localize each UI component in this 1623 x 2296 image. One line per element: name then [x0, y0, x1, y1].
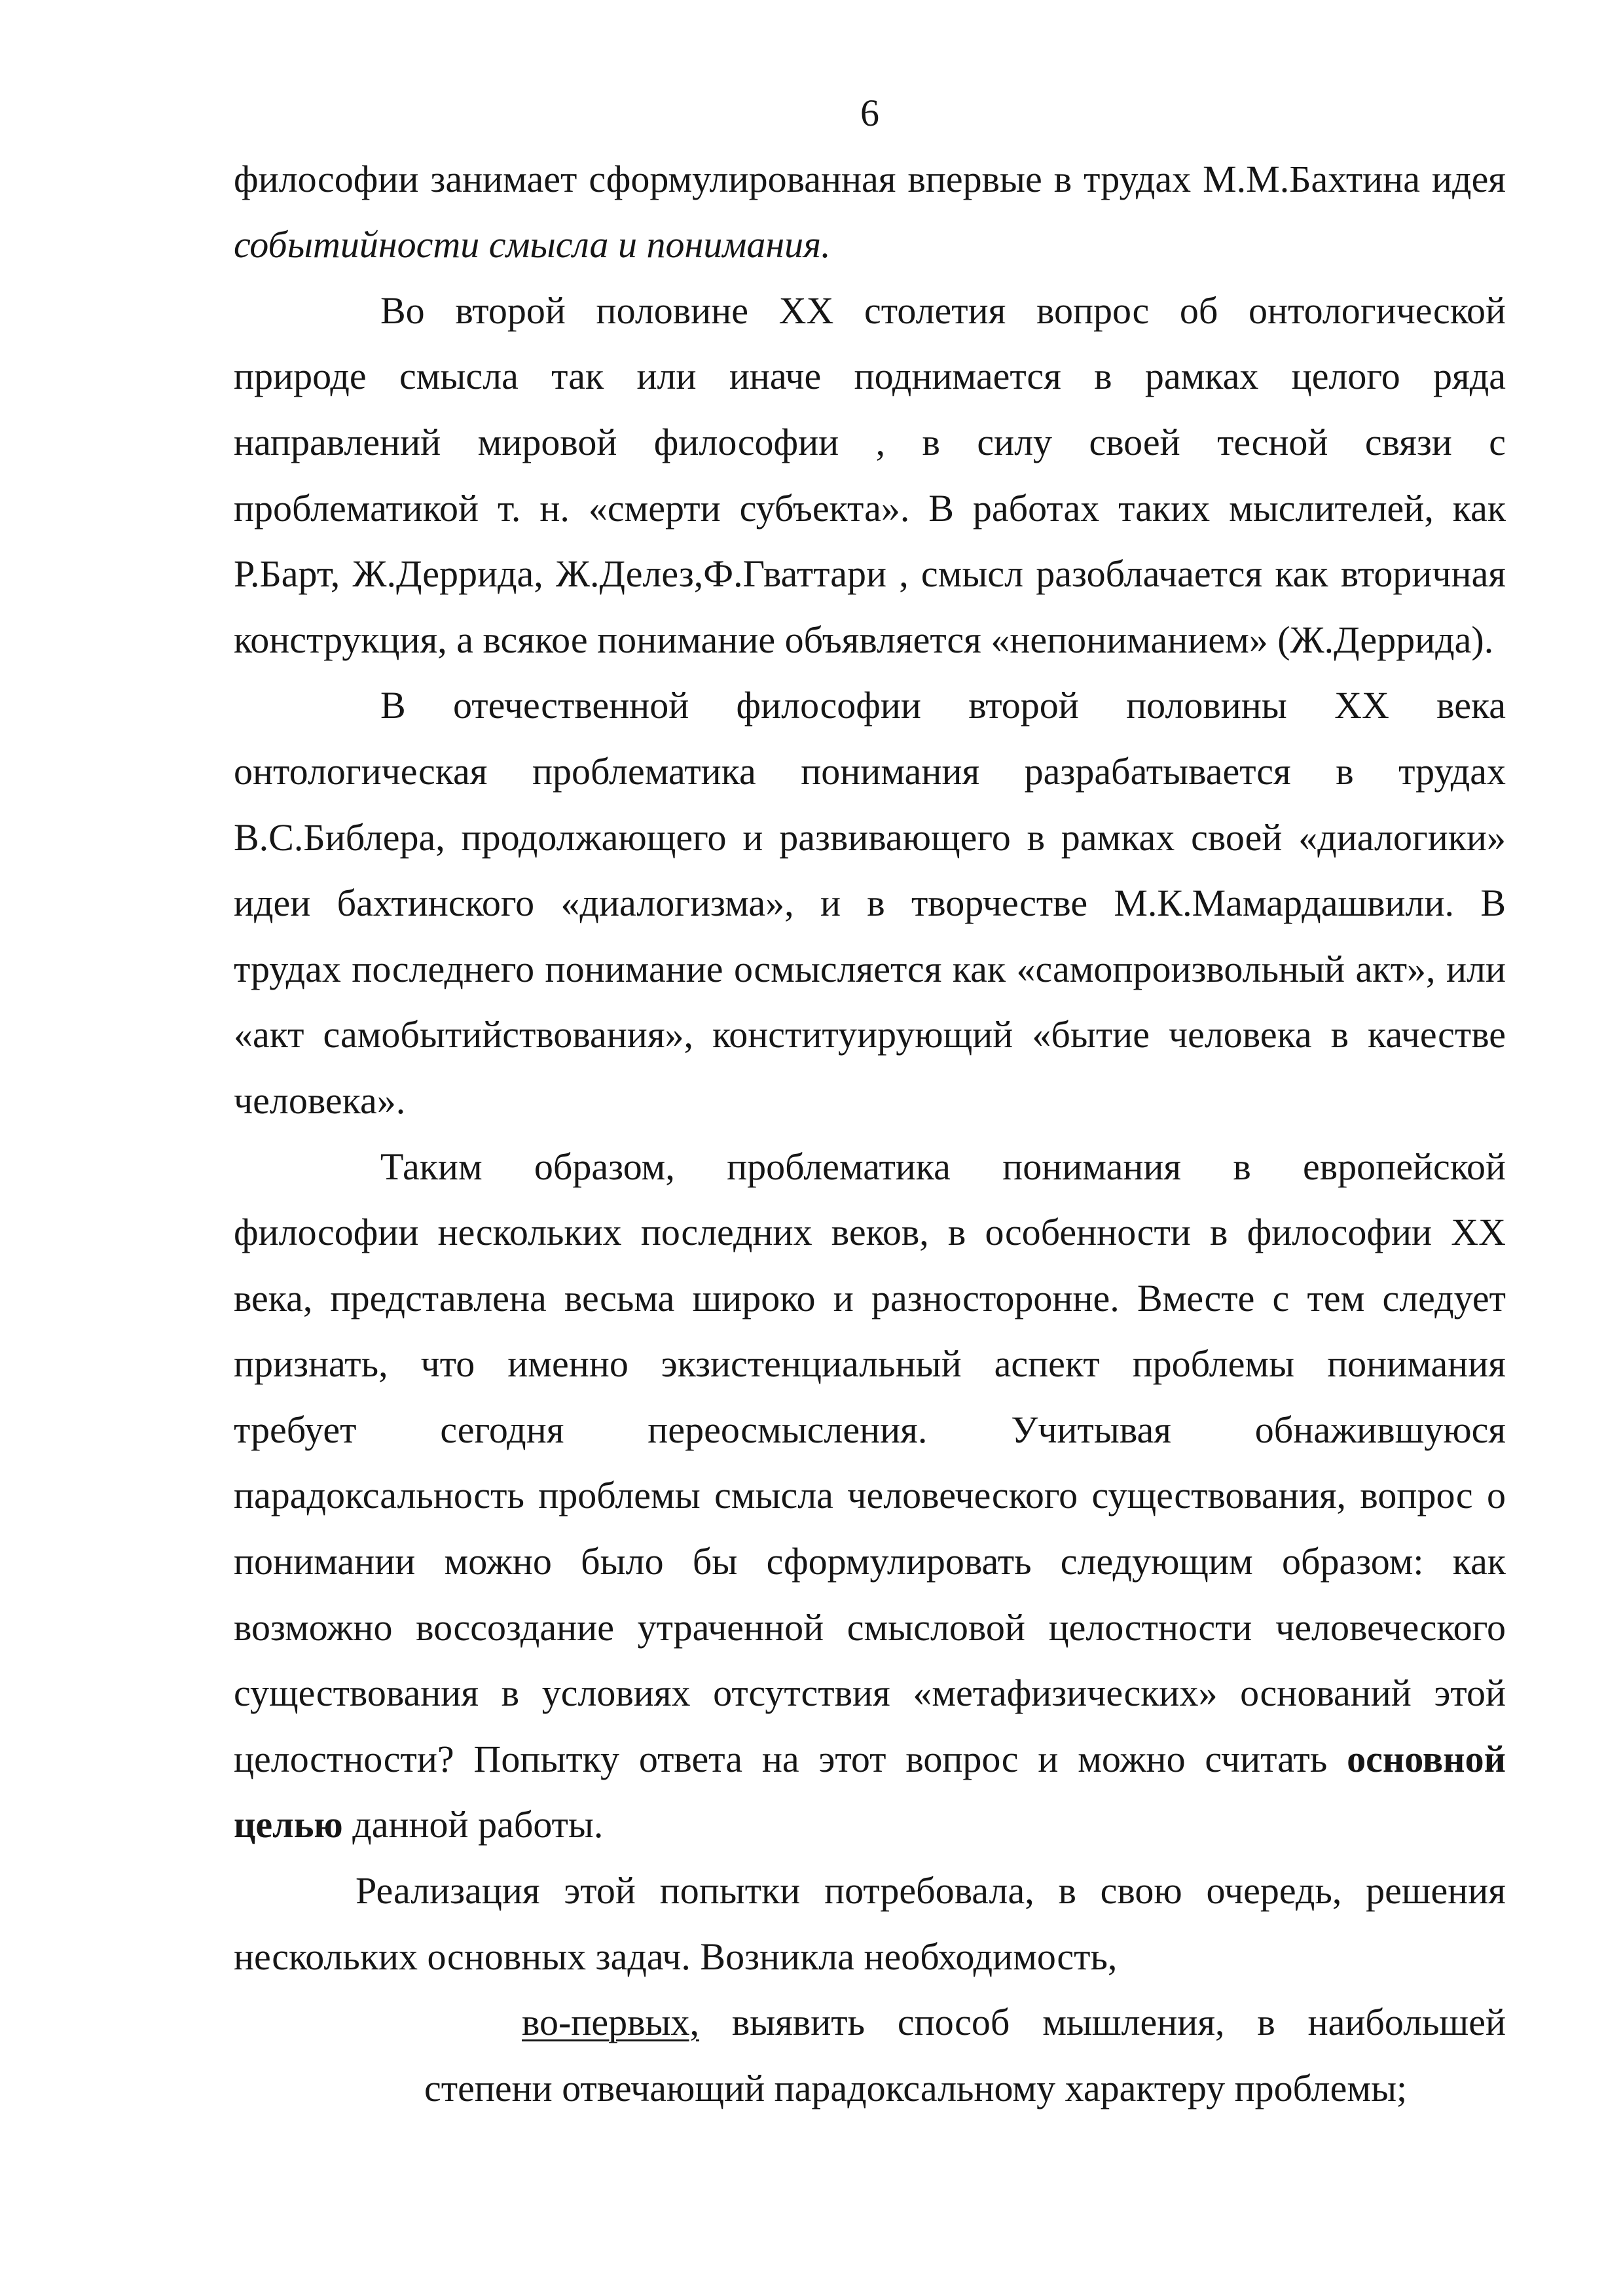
text-line: идеи бахтинского «диалогизма», и в творчестве М.К.Мамардашвили. В [234, 882, 1506, 925]
text-line: В.С.Библера, продолжающего и развивающего в рамках своей «диалогики» [234, 816, 1506, 859]
text-line: онтологическая проблематика понимания разрабатывается в трудах [234, 749, 1506, 793]
text-line: признать, что именно экзистенциальный аспект проблемы понимания [234, 1342, 1506, 1386]
text-line: философии нескольких последних веков, в особенности в философии XX [234, 1211, 1506, 1254]
paragraph-6-list-item [424, 1990, 1506, 2121]
text-line: возможно воссоздание утраченной смысловой целостности человеческого [234, 1605, 1506, 1649]
text-line: природе смысла так или иначе поднимается в рамках целого ряда [234, 355, 1506, 398]
text-line: проблематикой т. н. «смерти субъекта». В работах таких мыслителей, как [234, 486, 1506, 529]
text-line: Р.Барт, Ж.Деррида, Ж.Делез,Ф.Гваттари , смысл разоблачается как вторичная [234, 552, 1506, 596]
text-line: понимании можно было бы сформулировать следующим образом: как [234, 1540, 1506, 1583]
paragraph-3 [234, 673, 1506, 1134]
text-line: «акт самобытийствования», конституирующий «бытие человека в качестве [234, 1013, 1506, 1056]
bold-term: основной [1347, 1737, 1506, 1780]
bold-term: целью [234, 1803, 343, 1846]
text-line: конструкция, а всякое понимание объявляется «непониманием» (Ж.Деррида). [234, 618, 1494, 661]
text-line: века, представлена весьма широко и разносторонне. Вместе с тем следует [234, 1276, 1506, 1319]
paragraph-5 [234, 1858, 1506, 1990]
underlined-marker: во-первых, [522, 2001, 699, 2044]
text-line: трудах последнего понимание осмысляется как «самопроизвольный акт», или [234, 947, 1506, 990]
text-column [234, 81, 1506, 2121]
text-line: Реализация этой попытки потребовала, в свою очередь, решения [356, 1869, 1506, 1912]
text-line: В отечественной философии второй половины XX века [380, 684, 1506, 727]
text-line: Таким образом, проблематика понимания в европейской [380, 1145, 1506, 1188]
text-segment: данной работы. [352, 1803, 604, 1846]
text-line [424, 1990, 1506, 2056]
text-line [234, 1792, 1506, 1858]
text-line: Во второй половине XX столетия вопрос об онтологической [380, 289, 1506, 332]
text-line [234, 1727, 1506, 1793]
text-line: степени отвечающий парадоксальному характеру проблемы; [424, 2066, 1408, 2109]
paragraph-1 [234, 147, 1506, 278]
text-line: направлений мировой философии , в силу своей тесной связи с [234, 420, 1506, 463]
text-line: нескольких основных задач. Возникла необходимость, [234, 1935, 1118, 1978]
text-segment: целостности? Попытку ответа на этот вопрос и можно считать [234, 1737, 1328, 1780]
paragraph-4 [234, 1134, 1506, 1859]
paragraph-2 [234, 278, 1506, 673]
text-line: существования в условиях отсутствия «метафизических» оснований этой [234, 1672, 1506, 1715]
text-line: человека». [234, 1079, 406, 1122]
text-line: парадоксальность проблемы смысла человеческого существования, вопрос о [234, 1474, 1506, 1517]
text-segment: выявить способ мышления, в наибольшей [731, 2001, 1506, 2044]
text-line: требует сегодня переосмысления. Учитывая обнажившуюся [234, 1408, 1506, 1451]
page-number: 6 [860, 92, 879, 134]
emphasized-phrase-line: событийности смысла и понимания. [234, 223, 831, 266]
text-line: философии занимает сформулированная впервые в трудах М.М.Бахтина идея [234, 157, 1506, 200]
